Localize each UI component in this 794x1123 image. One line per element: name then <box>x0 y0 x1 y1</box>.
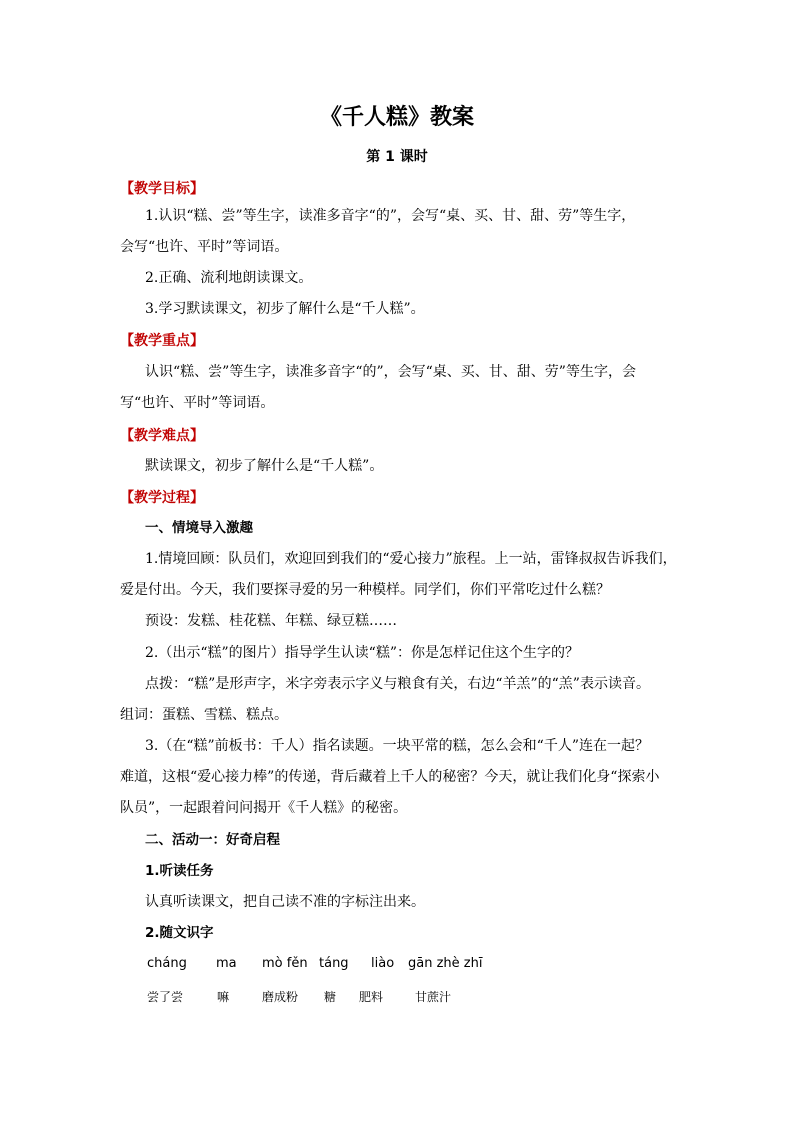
part-1-item-2: 2.（出示“糕”的图片）指导学生认读“糕”：你是怎样记住这个生字的？ <box>145 645 579 661</box>
pinyin-label: cháng <box>147 956 187 971</box>
pinyin-label: liào <box>371 956 395 971</box>
part-1-item-3-line-3: 队员”，一起跟着问问揭开《千人糕》的秘密。 <box>120 800 408 816</box>
pinyin-label: gān zhè zhī <box>408 956 483 971</box>
pinyin-label: táng <box>319 956 349 971</box>
document-title: 《千人糕》教案 <box>319 105 474 130</box>
pinyin-label: ma <box>216 956 237 971</box>
objective-3: 3.学习默读课文，初步了解什么是“千人糕”。 <box>145 301 425 317</box>
section-heading-objectives: 【教学目标】 <box>120 181 204 197</box>
part-1-item-3-line-2: 难道，这根“爱心接力棒”的传递，背后藏着上千人的秘密？今天，就让我们化身“探索小 <box>120 769 660 785</box>
task-1-description: 认真听读课文，把自己读不准的字标注出来。 <box>145 894 425 910</box>
lesson-subtitle: 第 1 课时 <box>366 149 428 165</box>
section-heading-key-points: 【教学重点】 <box>120 333 204 349</box>
task-1-heading: 1.听读任务 <box>145 863 214 879</box>
objective-2: 2.正确、流利地朗读课文。 <box>145 270 313 286</box>
objective-1-line-1: 1.认识“糕、尝”等生字，读准多音字“的”，会写“桌、买、甘、甜、劳”等生字， <box>145 208 636 224</box>
pinyin-label: mò fěn <box>262 956 308 971</box>
part-2-heading: 二、活动一：好奇启程 <box>145 832 280 848</box>
difficulty-line: 默读课文，初步了解什么是“千人糕”。 <box>145 458 384 474</box>
part-1-item-1-line-2: 爱是付出。今天，我们要探寻爱的另一种模样。同学们，你们平常吃过什么糕？ <box>120 582 610 598</box>
part-1-tip-line-1: 点拨：“糕”是形声字，米字旁表示字义与粮食有关，右边“羊羔”的“羔”表示读音。 <box>145 676 650 692</box>
section-heading-difficulties: 【教学难点】 <box>120 428 204 444</box>
vocab-word: 甘蔗汁 <box>415 990 452 1004</box>
vocab-word: 尝了尝 <box>147 990 184 1004</box>
vocab-word: 肥料 <box>359 990 384 1004</box>
part-1-item-3-line-1: 3.（在“糕”前板书：千人）指名读题。一块平常的糕，怎么会和“千人”连在一起？ <box>145 738 649 754</box>
key-point-line-2: 写“也许、平时”等词语。 <box>120 395 275 411</box>
task-2-heading: 2.随文识字 <box>145 925 214 941</box>
part-1-preset: 预设：发糕、桂花糕、年糕、绿豆糕…… <box>145 613 397 629</box>
key-point-line-1: 认识“糕、尝”等生字，读准多音字“的”，会写“桌、买、甘、甜、劳”等生字，会 <box>145 364 636 380</box>
vocab-word: 嘛 <box>217 990 230 1004</box>
vocab-word: 磨成粉 <box>262 990 299 1004</box>
section-heading-process: 【教学过程】 <box>120 490 204 506</box>
part-1-tip-line-2: 组词：蛋糕、雪糕、糕点。 <box>120 707 288 723</box>
objective-1-line-2: 会写“也许、平时”等词语。 <box>120 239 289 255</box>
part-1-heading: 一、情境导入激趣 <box>145 520 253 536</box>
vocab-word: 糖 <box>324 990 337 1004</box>
part-1-item-1-line-1: 1.情境回顾：队员们，欢迎回到我们的“爱心接力”旅程。上一站，雷锋叔叔告诉我们， <box>145 551 677 567</box>
